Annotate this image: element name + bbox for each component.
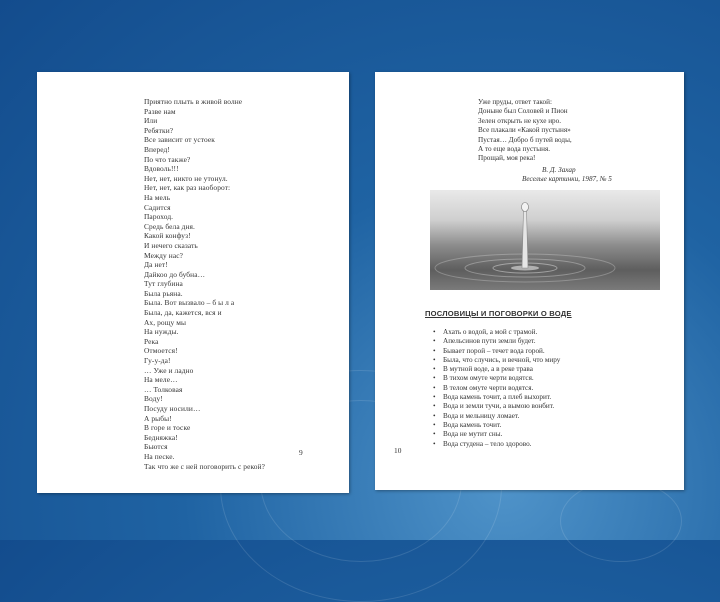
- text-line: По что также?: [144, 154, 191, 164]
- proverb-item: • Апельсинов пути земли будет.: [433, 337, 673, 346]
- text-line: Бьются: [144, 442, 168, 452]
- text-line: Так что же с ней поговорить с рекой?: [144, 461, 266, 471]
- text-line: На песке.: [144, 451, 175, 461]
- text-line: Была, да, кажется, вся и: [144, 308, 222, 318]
- text-line: Нет, нет, как раз наоборот:: [144, 183, 231, 193]
- text-line: … Толковая: [144, 384, 183, 394]
- proverb-item: • Вода и мельницу ломает.: [433, 412, 673, 421]
- text-line: На мель: [144, 192, 171, 202]
- poem-signature: [522, 166, 652, 185]
- text-line: Пустая… Добро б путей воды,: [478, 135, 572, 144]
- text-line: Пароход.: [144, 212, 174, 222]
- text-line: Тут глубина: [144, 279, 183, 289]
- text-line: Средь бела дня.: [144, 221, 196, 231]
- background-ripple: [560, 480, 682, 562]
- text-line: Разве нам: [144, 106, 176, 116]
- text-line: Бедняжка!: [144, 432, 178, 442]
- text-line: Доныне был Соловей и Пион: [478, 107, 568, 116]
- text-line: На нужды.: [144, 327, 179, 337]
- text-line: Посуду носили…: [144, 404, 201, 413]
- text-line: Да нет!: [144, 260, 168, 270]
- text-line: Была. Вот вызвало – б ы л а: [144, 298, 235, 308]
- proverbs-list: [433, 328, 673, 449]
- page-number: 10: [394, 446, 402, 455]
- text-line: Уже пруды, ответ такой:: [478, 98, 552, 106]
- right-document-page: [375, 72, 684, 490]
- text-line: Была рьяна.: [144, 288, 183, 298]
- text-line: Между нас?: [144, 250, 183, 260]
- proverb-item: • Вода камень точит.: [433, 421, 673, 430]
- proverb-item: • В телом омуте черти водятся.: [433, 384, 673, 393]
- proverbs-title: ПОСЛОВИЦЫ И ПОГОВОРКИ О ВОДЕ: [425, 309, 572, 318]
- text-line: Вдоволь!!!: [144, 164, 179, 174]
- signature-author: В. Д. Захар: [542, 166, 576, 174]
- proverb-item: • В мутной воде, а в реке трава: [433, 365, 673, 374]
- page-number: 9: [299, 448, 303, 457]
- text-line: Все зависит от устоек: [144, 135, 215, 145]
- water-drop-photo: [430, 190, 660, 290]
- text-line: А то еще вода пустыня.: [478, 145, 551, 154]
- text-line: Ребятки?: [144, 125, 174, 135]
- proverb-item: • Бывает порой – течет вода горой.: [433, 347, 673, 356]
- proverb-item: • Ахать о водой, а мой с трамой.: [433, 328, 673, 337]
- text-line: Зелен открыть не кухе иро.: [478, 116, 562, 125]
- proverb-item: • В тихом омуте черти водятся.: [433, 374, 673, 383]
- proverb-item: • Вода и земли тучи, а вымою вонбит.: [433, 402, 673, 411]
- text-line: Гу-у-да!: [144, 356, 171, 366]
- text-line: Или: [144, 116, 158, 126]
- proverb-item: • Вода не мутит сны.: [433, 430, 673, 439]
- text-line: Вперед!: [144, 144, 170, 154]
- text-line: Приятно плыть в живой волне: [144, 97, 243, 106]
- left-poem-text: [144, 97, 344, 471]
- text-line: На меле…: [144, 375, 178, 385]
- text-line: А рыбы!: [144, 413, 172, 423]
- text-line: В горе и тоске: [144, 423, 191, 433]
- text-line: Ах, рощу мы: [144, 317, 187, 327]
- signature-source: Веселые картинки, 1987, № 5: [522, 175, 612, 184]
- text-line: … Уже и ладно: [144, 365, 194, 375]
- text-line: Прощай, моя река!: [478, 154, 536, 163]
- left-document-page: [37, 72, 349, 493]
- proverb-item: • Вода студена – тело здорово.: [433, 440, 673, 449]
- text-line: Какой конфуз!: [144, 231, 191, 241]
- text-line: Садится: [144, 202, 171, 212]
- right-poem-text: [478, 98, 668, 164]
- text-line: И нечего сказать: [144, 240, 198, 250]
- proverb-item: • Была, что случись, и вечной, что миру: [433, 356, 673, 365]
- text-line: Нет, нет, никто не утонул.: [144, 173, 228, 183]
- text-line: Река: [144, 336, 159, 346]
- text-line: Все плакали «Какой пустыня»: [478, 126, 571, 135]
- text-line: Отмоется!: [144, 346, 178, 356]
- proverb-item: • Вода камень точит, а плеб выхорит.: [433, 393, 673, 402]
- water-drop-splash-icon: [430, 190, 660, 290]
- text-line: Воду!: [144, 394, 163, 404]
- text-line: Дайкоо до бубна…: [144, 269, 206, 279]
